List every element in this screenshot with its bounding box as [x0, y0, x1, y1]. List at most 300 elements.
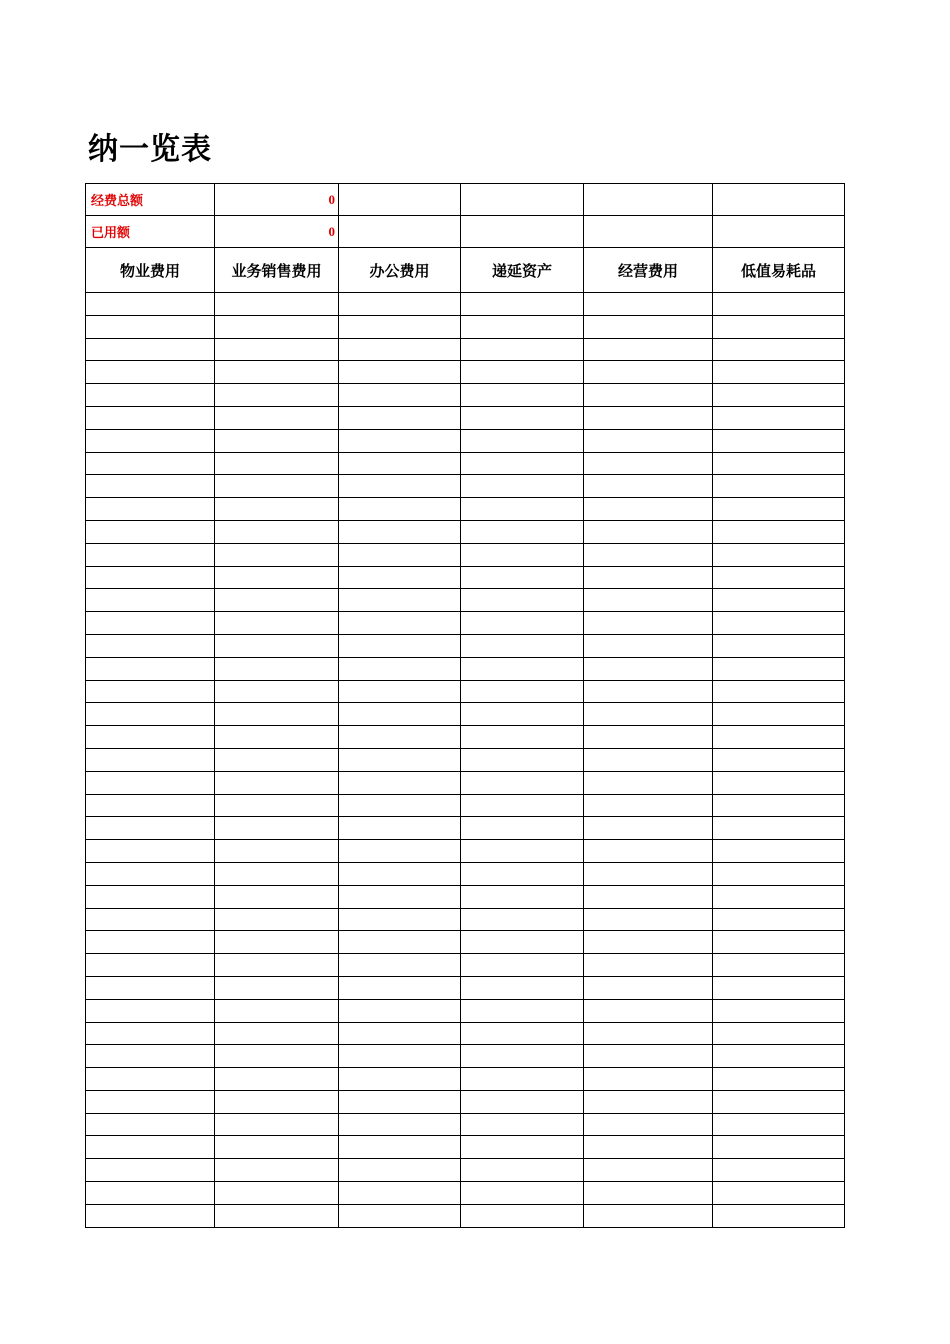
- table-cell[interactable]: [461, 293, 584, 316]
- table-cell[interactable]: [215, 999, 339, 1022]
- table-cell[interactable]: [584, 1022, 713, 1045]
- table-cell[interactable]: [713, 840, 845, 863]
- table-cell[interactable]: [86, 680, 215, 703]
- table-cell[interactable]: [713, 216, 845, 248]
- table-cell[interactable]: [461, 1090, 584, 1113]
- table-cell[interactable]: [461, 338, 584, 361]
- table-cell[interactable]: [215, 1136, 339, 1159]
- table-cell[interactable]: [713, 184, 845, 216]
- table-cell[interactable]: [86, 498, 215, 521]
- table-cell[interactable]: [86, 840, 215, 863]
- column-header-property: 物业费用: [86, 248, 215, 293]
- table-cell[interactable]: [713, 612, 845, 635]
- table-row: [86, 475, 845, 498]
- table-cell[interactable]: [713, 862, 845, 885]
- table-cell[interactable]: [584, 1204, 713, 1227]
- table-cell[interactable]: [215, 862, 339, 885]
- table-cell[interactable]: [339, 1159, 461, 1182]
- table-cell[interactable]: [713, 1090, 845, 1113]
- table-cell[interactable]: [339, 931, 461, 954]
- table-cell[interactable]: [86, 406, 215, 429]
- table-cell[interactable]: [461, 475, 584, 498]
- table-cell[interactable]: [215, 680, 339, 703]
- table-cell[interactable]: [215, 452, 339, 475]
- table-cell[interactable]: [461, 543, 584, 566]
- table-cell[interactable]: [461, 612, 584, 635]
- table-cell[interactable]: [713, 771, 845, 794]
- table-cell[interactable]: [215, 1022, 339, 1045]
- table-cell[interactable]: [584, 1159, 713, 1182]
- table-cell[interactable]: [86, 589, 215, 612]
- table-cell[interactable]: [86, 452, 215, 475]
- table-cell[interactable]: [713, 999, 845, 1022]
- table-cell[interactable]: [86, 475, 215, 498]
- table-cell[interactable]: [86, 1068, 215, 1091]
- table-cell[interactable]: [584, 361, 713, 384]
- table-row: [86, 338, 845, 361]
- table-cell[interactable]: [86, 543, 215, 566]
- table-cell[interactable]: [584, 452, 713, 475]
- table-cell[interactable]: [86, 566, 215, 589]
- table-cell[interactable]: [215, 1090, 339, 1113]
- table-cell[interactable]: [461, 361, 584, 384]
- table-cell[interactable]: [713, 452, 845, 475]
- table-cell[interactable]: [215, 384, 339, 407]
- table-cell[interactable]: [215, 338, 339, 361]
- table-cell[interactable]: [86, 612, 215, 635]
- table-cell[interactable]: [339, 406, 461, 429]
- table-cell[interactable]: [86, 954, 215, 977]
- table-cell[interactable]: [713, 338, 845, 361]
- table-cell[interactable]: [461, 1022, 584, 1045]
- table-cell[interactable]: [713, 1182, 845, 1205]
- table-cell[interactable]: [461, 840, 584, 863]
- table-cell[interactable]: [584, 293, 713, 316]
- table-cell[interactable]: [461, 184, 584, 216]
- table-cell[interactable]: [461, 1182, 584, 1205]
- table-cell[interactable]: [215, 1204, 339, 1227]
- table-cell[interactable]: [461, 999, 584, 1022]
- table-cell[interactable]: [461, 771, 584, 794]
- table-cell[interactable]: [584, 703, 713, 726]
- table-row: [86, 931, 845, 954]
- table-cell[interactable]: [339, 216, 461, 248]
- table-cell[interactable]: [339, 1090, 461, 1113]
- table-cell[interactable]: [461, 748, 584, 771]
- table-cell[interactable]: [339, 589, 461, 612]
- table-cell[interactable]: [339, 999, 461, 1022]
- table-cell[interactable]: [713, 931, 845, 954]
- column-header-consumables: 低值易耗品: [713, 248, 845, 293]
- table-cell[interactable]: [584, 543, 713, 566]
- table-cell[interactable]: [461, 680, 584, 703]
- table-cell[interactable]: [215, 748, 339, 771]
- table-row: [86, 612, 845, 635]
- table-cell[interactable]: [713, 885, 845, 908]
- table-cell[interactable]: [339, 976, 461, 999]
- table-cell[interactable]: [461, 498, 584, 521]
- table-cell[interactable]: [215, 771, 339, 794]
- table-cell[interactable]: [86, 338, 215, 361]
- table-cell[interactable]: [339, 384, 461, 407]
- table-row: [86, 452, 845, 475]
- table-row: [86, 748, 845, 771]
- table-cell[interactable]: [86, 931, 215, 954]
- table-cell[interactable]: [713, 475, 845, 498]
- table-cell[interactable]: [339, 954, 461, 977]
- table-cell[interactable]: [339, 498, 461, 521]
- table-cell[interactable]: [713, 1204, 845, 1227]
- table-cell[interactable]: [584, 1068, 713, 1091]
- table-cell[interactable]: [86, 999, 215, 1022]
- table-cell[interactable]: [86, 862, 215, 885]
- table-cell[interactable]: [584, 498, 713, 521]
- table-cell[interactable]: [713, 680, 845, 703]
- table-cell[interactable]: [86, 1045, 215, 1068]
- table-cell[interactable]: [461, 885, 584, 908]
- table-cell[interactable]: [584, 1113, 713, 1136]
- table-cell[interactable]: [86, 520, 215, 543]
- table-cell[interactable]: [215, 361, 339, 384]
- table-cell[interactable]: [339, 1045, 461, 1068]
- table-cell[interactable]: [713, 429, 845, 452]
- table-cell[interactable]: [215, 794, 339, 817]
- column-header-deferred-assets: 递延资产: [461, 248, 584, 293]
- table-cell[interactable]: [713, 1113, 845, 1136]
- table-cell[interactable]: [461, 566, 584, 589]
- table-cell[interactable]: [86, 384, 215, 407]
- table-cell[interactable]: [339, 293, 461, 316]
- table-cell[interactable]: [713, 293, 845, 316]
- table-cell[interactable]: [339, 634, 461, 657]
- table-cell[interactable]: [86, 1136, 215, 1159]
- table-cell[interactable]: [86, 885, 215, 908]
- total-budget-value[interactable]: 0: [215, 184, 339, 216]
- table-cell[interactable]: [584, 817, 713, 840]
- table-cell[interactable]: [584, 657, 713, 680]
- table-cell[interactable]: [461, 976, 584, 999]
- table-cell[interactable]: [86, 817, 215, 840]
- table-cell[interactable]: [713, 543, 845, 566]
- table-cell[interactable]: [86, 976, 215, 999]
- table-cell[interactable]: [584, 475, 713, 498]
- table-cell[interactable]: [584, 406, 713, 429]
- table-cell[interactable]: [584, 216, 713, 248]
- table-cell[interactable]: [215, 429, 339, 452]
- table-cell[interactable]: [339, 543, 461, 566]
- table-cell[interactable]: [339, 315, 461, 338]
- table-cell[interactable]: [713, 384, 845, 407]
- table-cell[interactable]: [584, 566, 713, 589]
- table-cell[interactable]: [86, 1204, 215, 1227]
- table-cell[interactable]: [461, 1136, 584, 1159]
- table-cell[interactable]: [584, 885, 713, 908]
- table-cell[interactable]: [584, 999, 713, 1022]
- table-cell[interactable]: [461, 429, 584, 452]
- table-cell[interactable]: [713, 634, 845, 657]
- table-cell[interactable]: [215, 1113, 339, 1136]
- table-row: [86, 908, 845, 931]
- table-cell[interactable]: [461, 931, 584, 954]
- table-row: [86, 840, 845, 863]
- table-cell[interactable]: [215, 976, 339, 999]
- table-cell[interactable]: [86, 748, 215, 771]
- table-row: [86, 589, 845, 612]
- table-cell[interactable]: [713, 748, 845, 771]
- table-cell[interactable]: [584, 520, 713, 543]
- table-row: [86, 703, 845, 726]
- table-cell[interactable]: [339, 520, 461, 543]
- table-cell[interactable]: [713, 976, 845, 999]
- table-row: [86, 1182, 845, 1205]
- table-row: [86, 885, 845, 908]
- table-cell[interactable]: [215, 703, 339, 726]
- table-cell[interactable]: [584, 315, 713, 338]
- table-cell[interactable]: [713, 657, 845, 680]
- table-cell[interactable]: [584, 1045, 713, 1068]
- table-cell[interactable]: [461, 1045, 584, 1068]
- table-cell[interactable]: [584, 1090, 713, 1113]
- table-cell[interactable]: [339, 726, 461, 749]
- table-cell[interactable]: [584, 726, 713, 749]
- table-cell[interactable]: [584, 680, 713, 703]
- table-cell[interactable]: [339, 748, 461, 771]
- table-cell[interactable]: [584, 862, 713, 885]
- table-cell[interactable]: [215, 908, 339, 931]
- used-amount-value[interactable]: 0: [215, 216, 339, 248]
- table-cell[interactable]: [339, 1182, 461, 1205]
- table-cell[interactable]: [86, 361, 215, 384]
- table-cell[interactable]: [339, 612, 461, 635]
- table-row: [86, 657, 845, 680]
- table-cell[interactable]: [584, 338, 713, 361]
- table-cell[interactable]: [339, 817, 461, 840]
- table-cell[interactable]: [584, 1182, 713, 1205]
- table-cell[interactable]: [461, 1204, 584, 1227]
- table-cell[interactable]: [461, 703, 584, 726]
- table-cell[interactable]: [713, 361, 845, 384]
- table-cell[interactable]: [713, 908, 845, 931]
- table-cell[interactable]: [461, 1068, 584, 1091]
- table-cell[interactable]: [584, 771, 713, 794]
- table-cell[interactable]: [584, 908, 713, 931]
- table-cell[interactable]: [584, 429, 713, 452]
- table-cell[interactable]: [713, 1136, 845, 1159]
- table-row: [86, 1022, 845, 1045]
- table-cell[interactable]: [461, 726, 584, 749]
- table-cell[interactable]: [86, 1090, 215, 1113]
- table-cell[interactable]: [584, 931, 713, 954]
- table-cell[interactable]: [339, 429, 461, 452]
- table-cell[interactable]: [86, 794, 215, 817]
- table-cell[interactable]: [461, 406, 584, 429]
- table-cell[interactable]: [713, 520, 845, 543]
- table-cell[interactable]: [339, 452, 461, 475]
- table-row: [86, 726, 845, 749]
- table-cell[interactable]: [461, 520, 584, 543]
- table-cell[interactable]: [584, 184, 713, 216]
- table-cell[interactable]: [86, 634, 215, 657]
- table-cell[interactable]: [461, 452, 584, 475]
- table-cell[interactable]: [339, 657, 461, 680]
- table-row: [86, 566, 845, 589]
- table-cell[interactable]: [461, 634, 584, 657]
- table-cell[interactable]: [215, 634, 339, 657]
- table-cell[interactable]: [584, 840, 713, 863]
- table-cell[interactable]: [584, 384, 713, 407]
- table-cell[interactable]: [215, 475, 339, 498]
- table-cell[interactable]: [584, 589, 713, 612]
- table-cell[interactable]: [713, 1068, 845, 1091]
- table-cell[interactable]: [215, 543, 339, 566]
- table-cell[interactable]: [215, 589, 339, 612]
- table-cell[interactable]: [461, 1113, 584, 1136]
- table-row: [86, 1045, 845, 1068]
- table-cell[interactable]: [339, 566, 461, 589]
- column-header-row: [86, 248, 845, 293]
- table-cell[interactable]: [86, 429, 215, 452]
- table-cell[interactable]: [584, 1136, 713, 1159]
- table-cell[interactable]: [461, 384, 584, 407]
- table-cell[interactable]: [584, 976, 713, 999]
- table-cell[interactable]: [215, 566, 339, 589]
- table-cell[interactable]: [713, 406, 845, 429]
- table-cell[interactable]: [584, 634, 713, 657]
- table-cell[interactable]: [713, 1045, 845, 1068]
- table-cell[interactable]: [215, 1068, 339, 1091]
- table-row: [86, 794, 845, 817]
- table-cell[interactable]: [461, 908, 584, 931]
- table-cell[interactable]: [584, 748, 713, 771]
- table-cell[interactable]: [86, 1182, 215, 1205]
- table-row: [86, 543, 845, 566]
- table-cell[interactable]: [86, 657, 215, 680]
- table-cell[interactable]: [713, 589, 845, 612]
- table-row: [86, 429, 845, 452]
- table-cell[interactable]: [584, 954, 713, 977]
- table-cell[interactable]: [713, 1022, 845, 1045]
- table-cell[interactable]: [713, 817, 845, 840]
- table-row: [86, 498, 845, 521]
- table-cell[interactable]: [339, 1204, 461, 1227]
- table-cell[interactable]: [86, 1113, 215, 1136]
- table-cell[interactable]: [215, 406, 339, 429]
- table-cell[interactable]: [215, 315, 339, 338]
- table-cell[interactable]: [461, 862, 584, 885]
- table-cell[interactable]: [215, 1182, 339, 1205]
- table-cell[interactable]: [461, 954, 584, 977]
- table-cell[interactable]: [713, 1159, 845, 1182]
- table-cell[interactable]: [713, 703, 845, 726]
- table-cell[interactable]: [339, 1022, 461, 1045]
- table-cell[interactable]: [215, 885, 339, 908]
- table-row: [86, 1113, 845, 1136]
- table-cell[interactable]: [461, 589, 584, 612]
- table-cell[interactable]: [584, 612, 713, 635]
- table-cell[interactable]: [215, 612, 339, 635]
- table-row: [86, 406, 845, 429]
- column-header-office: 办公费用: [339, 248, 461, 293]
- table-row: [86, 976, 845, 999]
- table-cell[interactable]: [215, 840, 339, 863]
- table-cell[interactable]: [713, 954, 845, 977]
- table-cell[interactable]: [339, 1113, 461, 1136]
- table-row: [86, 634, 845, 657]
- table-cell[interactable]: [215, 498, 339, 521]
- table-cell[interactable]: [339, 338, 461, 361]
- table-cell[interactable]: [86, 1022, 215, 1045]
- table-cell[interactable]: [339, 840, 461, 863]
- table-cell[interactable]: [461, 657, 584, 680]
- used-amount-label: 已用额: [86, 216, 215, 248]
- table-cell[interactable]: [215, 954, 339, 977]
- table-cell[interactable]: [339, 1068, 461, 1091]
- table-cell[interactable]: [215, 817, 339, 840]
- table-cell[interactable]: [215, 931, 339, 954]
- table-cell[interactable]: [339, 703, 461, 726]
- table-cell[interactable]: [339, 771, 461, 794]
- table-cell[interactable]: [713, 566, 845, 589]
- table-cell[interactable]: [86, 1159, 215, 1182]
- table-cell[interactable]: [86, 726, 215, 749]
- total-budget-label: 经费总额: [86, 184, 215, 216]
- table-row: [86, 361, 845, 384]
- table-cell[interactable]: [86, 703, 215, 726]
- table-cell[interactable]: [339, 908, 461, 931]
- table-cell[interactable]: [215, 293, 339, 316]
- expense-table: [85, 183, 845, 1228]
- table-cell[interactable]: [339, 475, 461, 498]
- table-cell[interactable]: [461, 794, 584, 817]
- table-cell[interactable]: [339, 361, 461, 384]
- table-cell[interactable]: [339, 885, 461, 908]
- table-cell[interactable]: [86, 293, 215, 316]
- table-cell[interactable]: [215, 657, 339, 680]
- table-row: [86, 954, 845, 977]
- table-cell[interactable]: [713, 726, 845, 749]
- table-cell[interactable]: [713, 315, 845, 338]
- table-row: [86, 520, 845, 543]
- table-cell[interactable]: [215, 1159, 339, 1182]
- table-cell[interactable]: [339, 794, 461, 817]
- table-row: [86, 384, 845, 407]
- table-row: [86, 862, 845, 885]
- table-cell[interactable]: [713, 498, 845, 521]
- table-cell[interactable]: [339, 862, 461, 885]
- table-cell[interactable]: [713, 794, 845, 817]
- table-cell[interactable]: [461, 817, 584, 840]
- table-row: [86, 1068, 845, 1091]
- table-cell[interactable]: [86, 771, 215, 794]
- table-row: [86, 771, 845, 794]
- table-cell[interactable]: [461, 315, 584, 338]
- table-cell[interactable]: [215, 726, 339, 749]
- table-row: [86, 1159, 845, 1182]
- table-cell[interactable]: [339, 184, 461, 216]
- table-cell[interactable]: [86, 908, 215, 931]
- table-row: [86, 1204, 845, 1227]
- table-cell[interactable]: [584, 794, 713, 817]
- table-cell[interactable]: [339, 680, 461, 703]
- table-cell[interactable]: [461, 1159, 584, 1182]
- table-cell[interactable]: [86, 315, 215, 338]
- summary-row-used: [86, 216, 845, 248]
- table-cell[interactable]: [215, 520, 339, 543]
- table-cell[interactable]: [339, 1136, 461, 1159]
- table-cell[interactable]: [461, 216, 584, 248]
- table-row: [86, 999, 845, 1022]
- table-cell[interactable]: [215, 1045, 339, 1068]
